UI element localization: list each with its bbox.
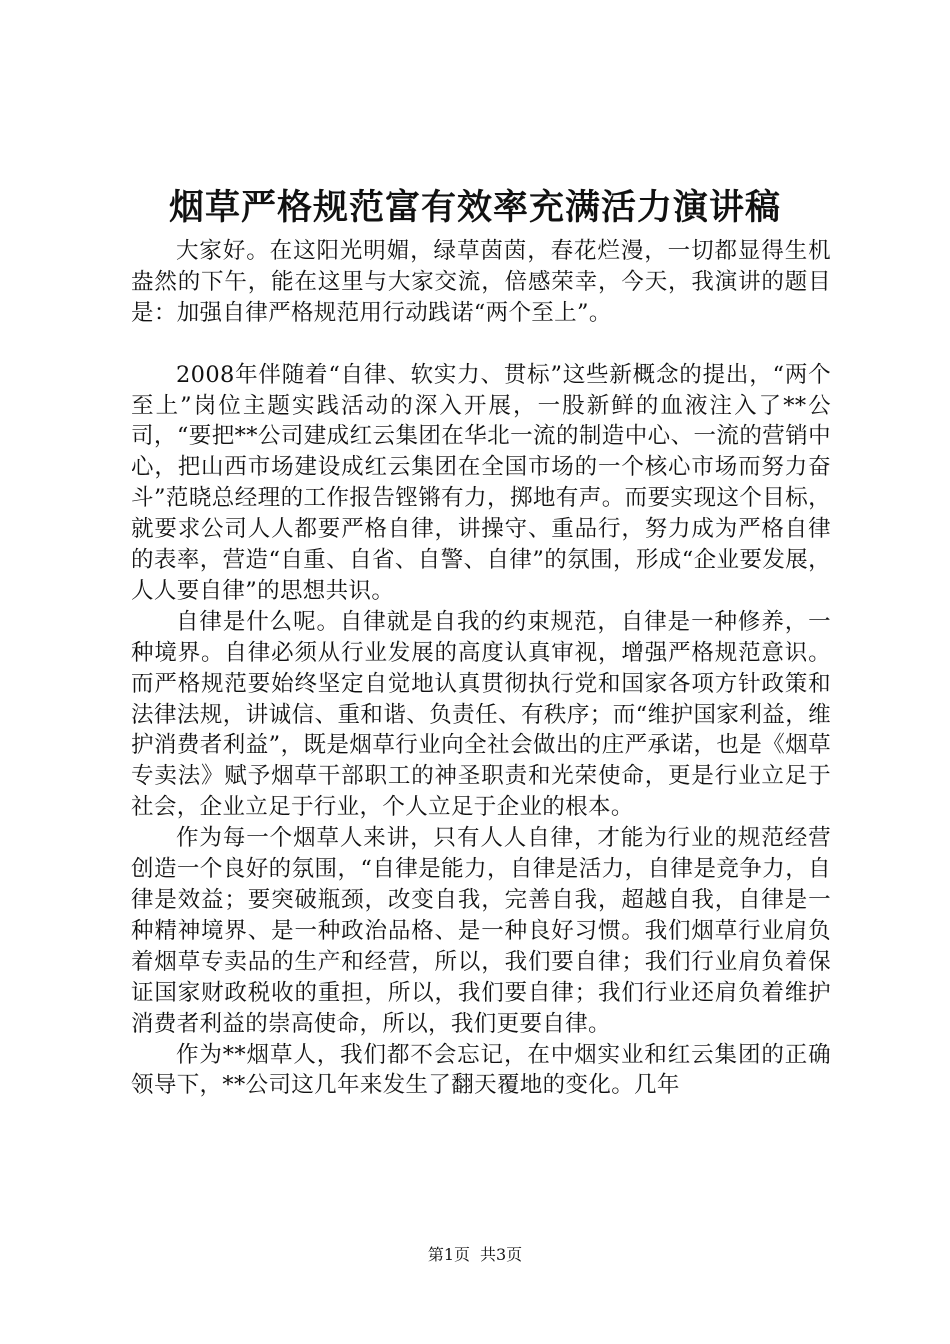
document-body — [131, 236, 831, 1101]
document-title: 烟草严格规范富有效率充满活力演讲稿 — [168, 187, 781, 228]
page-footer — [0, 1244, 950, 1266]
page-number: 第1页 — [427, 1245, 470, 1264]
paragraph-what-is-self-discipline: 自律是什么呢。自律就是自我的约束规范，自律是一种修养，一种境界。自律必须从行业发展的高度认真审视，增强严格规范意识。而严格规范要始终坚定自觉地认真贯彻执行党和国家各项方针政策和法律法规，讲诚信、重和谐、负责任、有秩序；而“维护国家利益，维护消费者利益”，既是烟草行业向全社会做出的庄严承诺，也是《烟草专卖法》赋予烟草干部职工的神圣职责和光荣使命，更是行业立足于社会，企业立足于行业，个人立足于企业的根本。 — [131, 608, 831, 821]
paragraph-2008: 2008年伴随着“自律、软实力、贯标”这些新概念的提出，“两个至上”岗位主题实践活动的深入开展，一股新鲜的血液注入了**公司，“要把**公司建成红云集团在华北一流的制造中心、一流的营销中心，把山西市场建设成红云集团在全国市场的一个核心市场而努力奋斗”范晓总经理的工作报告铿锵有力，掷地有声。而要实现这个目标，就要求公司人人都要严格自律，讲操守、重品行，努力成为严格自律的表率，营造“自重、自省、自警、自律”的氛围，形成“企业要发展，人人要自律”的思想共识。 — [131, 361, 831, 604]
paragraph-greeting: 大家好。在这阳光明媚，绿草茵茵，春花烂漫，一切都显得生机盎然的下午，能在这里与大家交流，倍感荣幸，今天，我演讲的题目是：加强自律严格规范用行动践诺“两个至上”。 — [131, 238, 831, 326]
paragraph-tobacco-worker: 作为每一个烟草人来讲，只有人人自律，才能为行业的规范经营创造一个良好的氛围，“自律是能力，自律是活力，自律是竞争力，自律是效益；要突破瓶颈，改变自我，完善自我，超越自我，自律是一种精神境界、是一种政治品格、是一种良好习惯。我们烟草行业肩负着烟草专卖品的生产和经营，所以，我们要自律；我们行业肩负着保证国家财政税收的重担，所以，我们要自律；我们行业还肩负着维护消费者利益的崇高使命，所以，我们更要自律。 — [131, 825, 831, 1037]
page-total: 共3页 — [480, 1245, 523, 1264]
paragraph-company-change: 作为**烟草人，我们都不会忘记，在中烟实业和红云集团的正确领导下，**公司这几年来发生了翻天覆地的变化。几年 — [131, 1041, 831, 1099]
